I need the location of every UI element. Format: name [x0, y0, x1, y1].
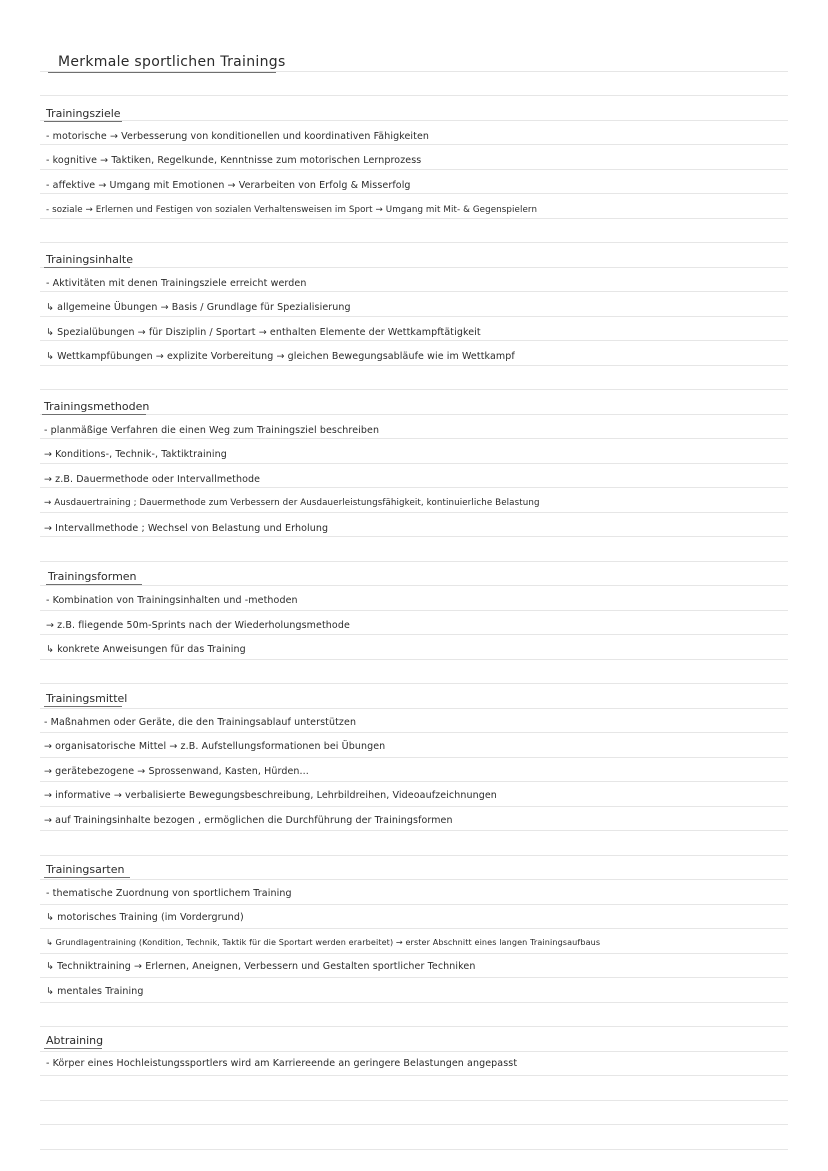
list-item: ↳ motorisches Training (im Vordergrund) [46, 912, 244, 923]
page-title: Merkmale sportlichen Trainings [58, 54, 286, 70]
heading-underline [44, 1048, 102, 1049]
list-item: ↳ Spezialübungen → für Disziplin / Sportart → enthalten Elemente der Wettkampftätigkeit [46, 327, 481, 338]
section-heading: Trainingsinhalte [46, 253, 134, 266]
list-item: ↳ Techniktraining → Erlernen, Aneignen, Verbessern und Gestalten sportlicher Techniken [46, 961, 476, 972]
list-item: ↳ allgemeine Übungen → Basis / Grundlage für Spezialisierung [46, 302, 351, 313]
section-heading: Trainingsarten [46, 863, 125, 876]
section-heading: Trainingsmethoden [44, 400, 150, 413]
heading-underline [44, 121, 122, 122]
list-item: → organisatorische Mittel → z.B. Aufstellungsformationen bei Übungen [44, 741, 386, 752]
list-item: - planmäßige Verfahren die einen Weg zum Trainingsziel beschreiben [44, 425, 380, 436]
list-item: → z.B. Dauermethode oder Intervallmethode [44, 474, 261, 485]
list-item: → Intervallmethode ; Wechsel von Belastung und Erholung [44, 523, 329, 534]
section-heading: Trainingsformen [48, 570, 137, 583]
list-item: - thematische Zuordnung von sportlichem Training [46, 888, 292, 899]
heading-underline [44, 267, 130, 268]
list-item: → z.B. fliegende 50m-Sprints nach der Wiederholungsmethode [46, 620, 350, 631]
section-heading: Trainingsmittel [46, 692, 128, 705]
list-item: - soziale → Erlernen und Festigen von sozialen Verhaltensweisen im Sport → Umgang mit Mit- & Gegenspielern [46, 205, 538, 215]
list-item: → auf Trainingsinhalte bezogen , ermöglichen die Durchführung der Trainingsformen [44, 815, 453, 826]
heading-underline [42, 414, 146, 415]
list-item: - motorische → Verbesserung von konditionellen und koordinativen Fähigkeiten [46, 131, 430, 142]
list-item: - Maßnahmen oder Geräte, die den Trainingsablauf unterstützen [44, 717, 357, 728]
list-item: ↳ konkrete Anweisungen für das Training [46, 644, 246, 655]
list-item: ↳ Grundlagentraining (Kondition, Technik, Taktik für die Sportart werden erarbeitet) → erster Abschnitt eines langen Trainingsaufbaus [46, 937, 601, 947]
section-heading: Abtraining [46, 1034, 104, 1047]
list-item: → Ausdauertraining ; Dauermethode zum Verbessern der Ausdauerleistungsfähigkeit, kontinuierliche Belastung [44, 498, 540, 508]
list-item: - Aktivitäten mit denen Trainingsziele erreicht werden [46, 278, 307, 289]
heading-underline [44, 706, 122, 707]
list-item: → informative → verbalisierte Bewegungsbeschreibung, Lehrbildreihen, Videoaufzeichnungen [44, 790, 497, 801]
section-heading: Trainingsziele [46, 107, 121, 120]
list-item: - affektive → Umgang mit Emotionen → Verarbeiten von Erfolg & Misserfolg [46, 180, 411, 191]
list-item: ↳ Wettkampfübungen → explizite Vorbereitung → gleichen Bewegungsabläufe wie im Wettkampf [46, 351, 515, 362]
list-item: - kognitive → Taktiken, Regelkunde, Kenntnisse zum motorischen Lernprozess [46, 155, 422, 166]
list-item: - Körper eines Hochleistungssportlers wird am Karriereende an geringere Belastungen angepasst [46, 1058, 518, 1069]
list-item: ↳ mentales Training [46, 986, 144, 997]
heading-underline [44, 877, 130, 878]
title-underline [48, 72, 276, 73]
list-item: → Konditions-, Technik-, Taktiktraining [44, 449, 227, 460]
list-item: → gerätebezogene → Sprossenwand, Kasten, Hürden... [44, 766, 309, 777]
heading-underline [46, 584, 142, 585]
list-item: - Kombination von Trainingsinhalten und -methoden [46, 595, 298, 606]
